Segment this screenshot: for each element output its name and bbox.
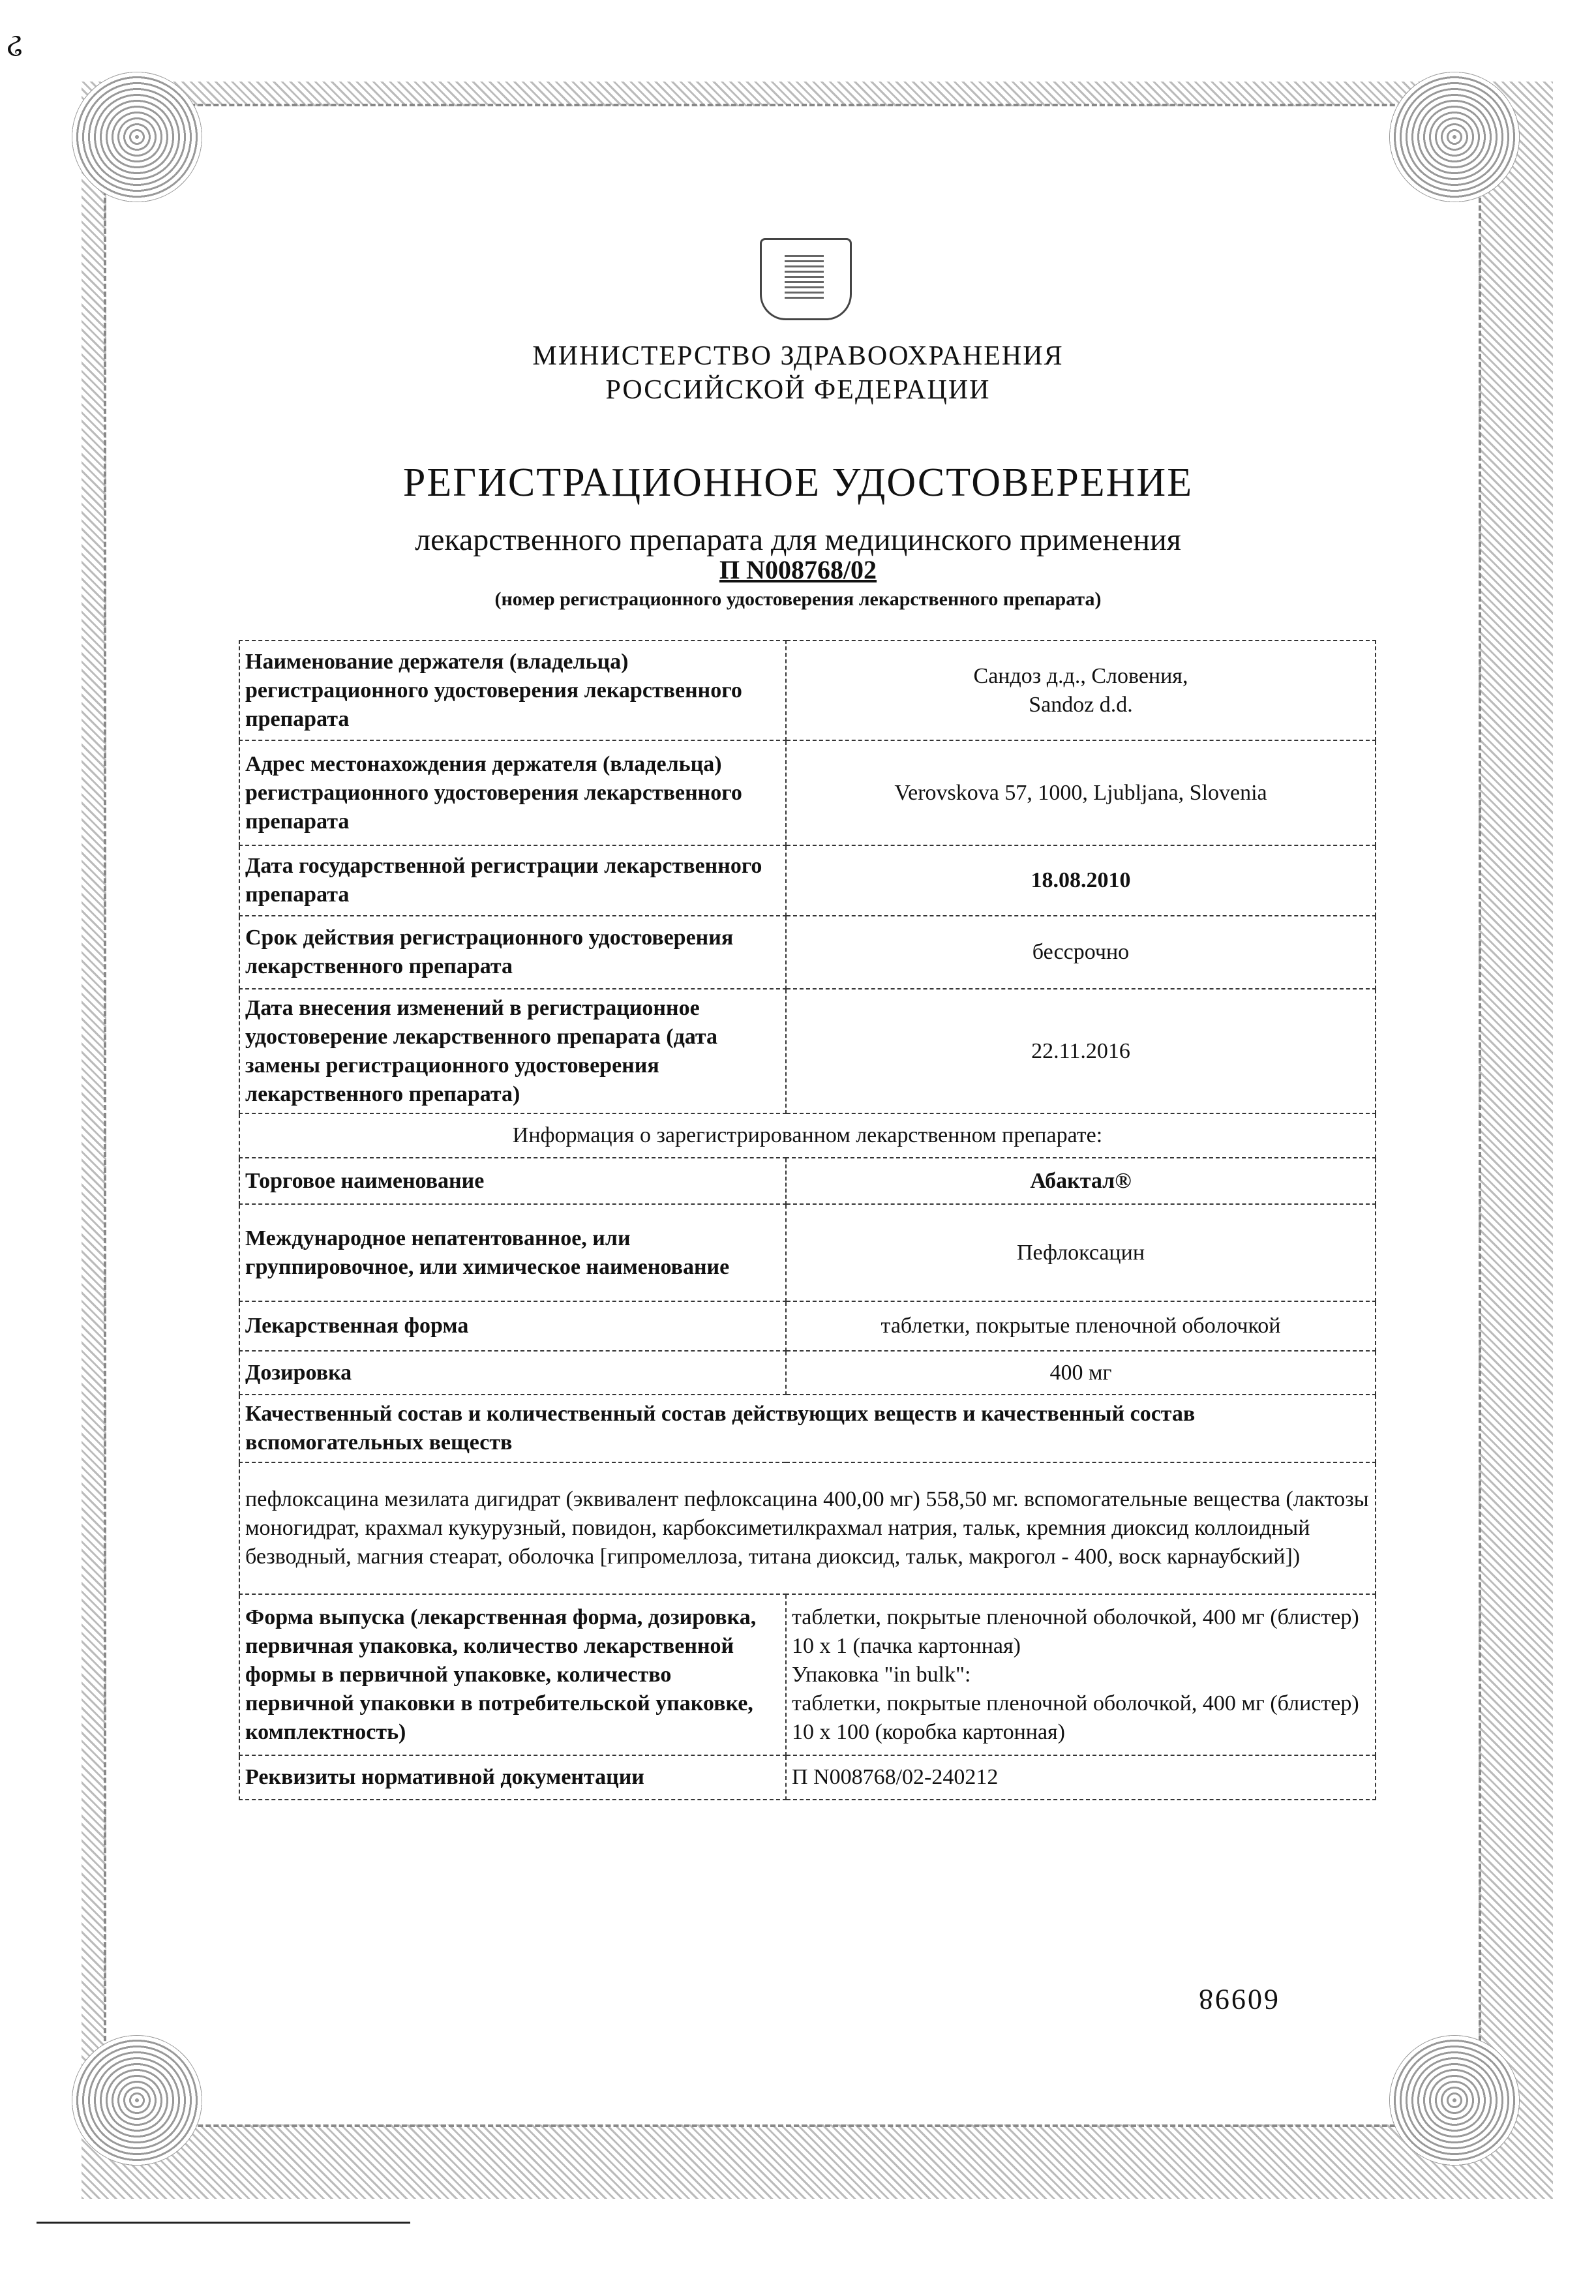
table-row	[239, 1158, 1376, 1204]
release-form-line: Упаковка "in bulk":	[792, 1662, 971, 1687]
registration-number: П N008768/02	[719, 555, 877, 584]
row-value: Абактал®	[786, 1158, 1376, 1204]
corner-ornament	[72, 2035, 202, 2166]
row-label: Международное непатентованное, или группировочное, или химическое наименование	[239, 1204, 786, 1301]
row-label: Наименование держателя (владельца) регистрационного удостоверения лекарственного препарата	[239, 641, 786, 740]
row-value: Пефлоксацин	[786, 1204, 1376, 1301]
ministry-line1: МИНИСТЕРСТВО ЗДРАВООХРАНЕНИЯ	[532, 341, 1064, 371]
corner-ornament	[72, 72, 202, 202]
ministry-name	[0, 339, 1596, 407]
row-value	[786, 1594, 1376, 1755]
table-row	[239, 989, 1376, 1113]
footnote-line	[37, 2222, 410, 2224]
row-value: 22.11.2016	[786, 989, 1376, 1113]
row-label: Форма выпуска (лекарственная форма, дозировка, первичная упаковка, количество лекарственной формы в первичной упаковке, количество первичной упаковки в потребительской упаковке, комплектность)	[239, 1594, 786, 1755]
composition-header: Качественный состав и количественный состав действующих веществ и качественный состав вспомогательных веществ	[239, 1395, 1376, 1462]
corner-mark: ઢ	[7, 27, 23, 63]
form-serial-number: 60998	[1197, 1984, 1278, 2016]
table-row	[239, 1755, 1376, 1800]
registration-number-note: (номер регистрационного удостоверения лекарственного препарата)	[494, 588, 1102, 610]
table-row	[239, 740, 1376, 845]
row-label: Дозировка	[239, 1351, 786, 1395]
row-label: Торговое наименование	[239, 1158, 786, 1204]
table-row	[239, 1301, 1376, 1351]
row-label: Реквизиты нормативной документации	[239, 1755, 786, 1800]
row-label: Дата внесения изменений в регистрационное удостоверение лекарственного препарата (дата замены регистрационного удостоверения лекарственного препарата)	[239, 989, 786, 1113]
row-value: таблетки, покрытые пленочной оболочкой	[786, 1301, 1376, 1351]
info-header: Информация о зарегистрированном лекарственном препарате:	[239, 1113, 1376, 1158]
holder-name-en: Sandoz d.d.	[1029, 692, 1133, 717]
table-row	[239, 1351, 1376, 1395]
row-label: Срок действия регистрационного удостоверения лекарственного препарата	[239, 916, 786, 989]
row-value: 18.08.2010	[786, 845, 1376, 916]
table-row	[239, 1113, 1376, 1158]
document-title: РЕГИСТРАЦИОННОЕ УДОСТОВЕРЕНИЕ	[402, 461, 1194, 505]
row-value: Verovskova 57, 1000, Ljubljana, Slovenia	[786, 740, 1376, 845]
ministry-line2: РОССИЙСКОЙ ФЕДЕРАЦИИ	[605, 375, 991, 405]
table-row	[239, 845, 1376, 916]
document-subtitle: лекарственного препарата для медицинского применения	[415, 522, 1181, 557]
row-value: 400 мг	[786, 1351, 1376, 1395]
table-row	[239, 641, 1376, 740]
holder-name-ru: Сандоз д.д., Словения,	[973, 663, 1188, 688]
row-value	[786, 641, 1376, 740]
registration-table	[239, 640, 1376, 1800]
corner-ornament	[1389, 2035, 1520, 2166]
row-label: Адрес местонахождения держателя (владельца) регистрационного удостоверения лекарственного препарата	[239, 740, 786, 845]
table-row	[239, 1204, 1376, 1301]
table-row	[239, 1395, 1376, 1462]
release-form-line: таблетки, покрытые пленочной оболочкой, 400 мг (блистер) 10 x 1 (пачка картонная)	[792, 1605, 1359, 1658]
table-row	[239, 916, 1376, 989]
coat-of-arms-icon	[760, 238, 852, 320]
composition-text: пефлоксацина мезилата дигидрат (эквивалент пефлоксацина 400,00 мг) 558,50 мг. вспомогательные вещества (лактозы моногидрат, крахмал кукурузный, повидон, карбоксиметилкрахмал натрия, тальк, кремния диоксид коллоидный безводный, магния стеарат, оболочка [гипромеллоза, титана диоксид, тальк, макрогол - 400, воск карнаубский])	[239, 1462, 1376, 1594]
row-label: Лекарственная форма	[239, 1301, 786, 1351]
corner-ornament	[1389, 72, 1520, 202]
row-value: П N008768/02-240212	[786, 1755, 1376, 1800]
table-row	[239, 1594, 1376, 1755]
row-label: Дата государственной регистрации лекарственного препарата	[239, 845, 786, 916]
release-form-line: таблетки, покрытые пленочной оболочкой, 400 мг (блистер) 10 x 100 (коробка картонная)	[792, 1691, 1359, 1744]
table-row	[239, 1462, 1376, 1594]
row-value: бессрочно	[786, 916, 1376, 989]
